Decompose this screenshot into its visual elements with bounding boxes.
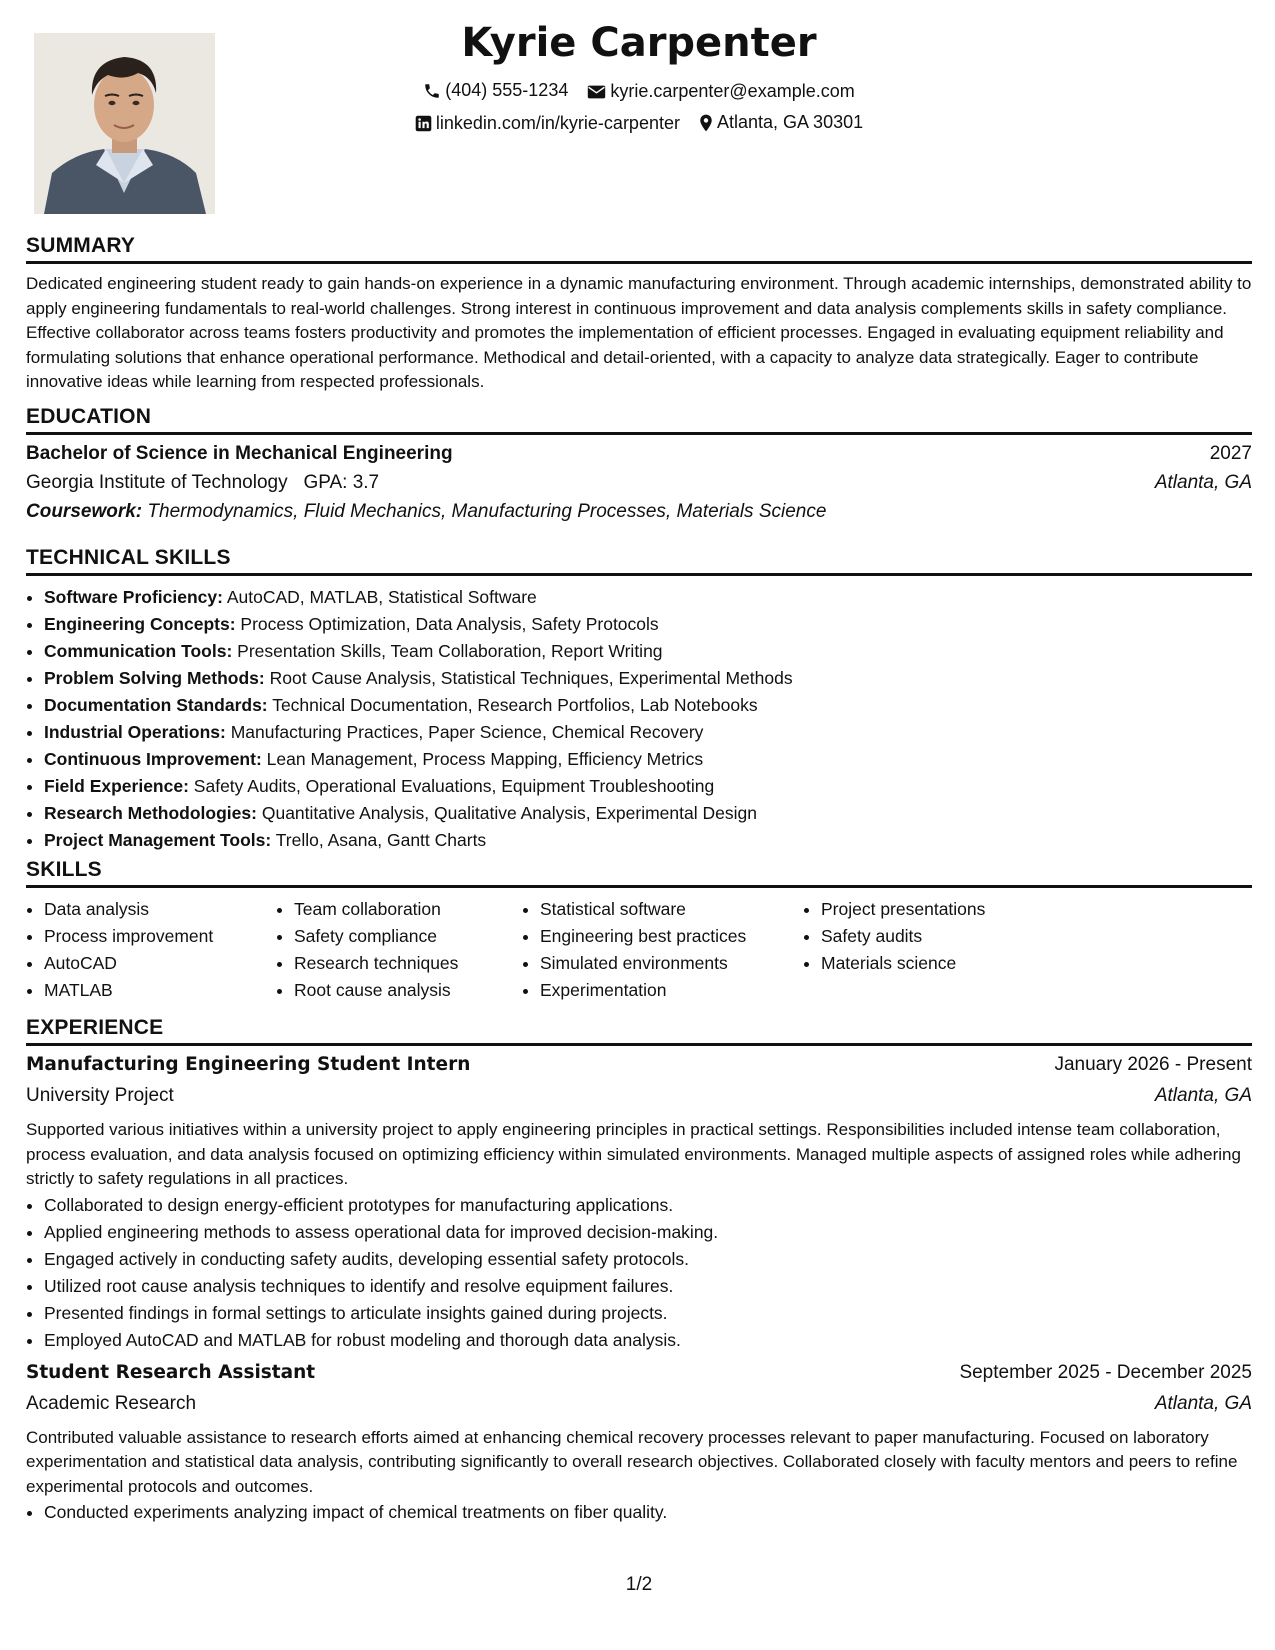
list-item [44,638,1252,665]
section-title: TECHNICAL SKILLS [26,546,1252,576]
linkedin-text[interactable]: linkedin.com/in/kyrie-carpenter [435,112,680,133]
list-item [44,800,1252,827]
job-org-row [26,1085,1252,1116]
list-item [44,746,1252,773]
skill-label: Engineering Concepts: [44,614,236,634]
list-item: • Presented findings in formal settings to articulate insights gained during projects. [44,1300,1252,1327]
education-section [26,405,1252,530]
job-entry [26,1054,1252,1354]
list-item: • Employed AutoCAD and MATLAB for robust modeling and thorough data analysis. [44,1327,1252,1354]
list-item [44,692,1252,719]
list-item: • Safety compliance [294,923,522,950]
skills-column-2 [276,896,522,1004]
job-bullets [26,1192,1252,1354]
list-item: • MATLAB [44,977,276,1004]
envelope-icon [587,84,606,100]
list-item [44,611,1252,638]
list-item: • Simulated environments [540,950,803,977]
list-item [44,827,1252,854]
job-location: Atlanta, GA [1154,1392,1252,1414]
skill-value: Process Optimization, Data Analysis, Safety Protocols [240,614,659,634]
gpa: GPA: 3.7 [303,472,380,493]
candidate-name: Kyrie Carpenter [461,20,817,66]
experience-section [26,1016,1252,1526]
skill-value: Lean Management, Process Mapping, Efficiency Metrics [266,749,704,769]
summary-section [26,234,1252,395]
linkedin-item[interactable] [415,113,680,134]
list-item: • AutoCAD [44,950,276,977]
job-org: Academic Research [26,1392,197,1414]
technical-skills-list [26,584,1252,854]
job-title: Manufacturing Engineering Student Intern [26,1054,471,1075]
skill-value: Root Cause Analysis, Statistical Techniques, Experimental Methods [269,668,793,688]
skill-value: Presentation Skills, Team Collaboration, Report Writing [237,641,663,661]
skill-value: Quantitative Analysis, Qualitative Analysis, Experimental Design [261,803,757,823]
job-dates: January 2026 - Present [1054,1054,1252,1075]
email-item[interactable] [587,81,854,102]
education-degree-row [26,443,1252,472]
list-item: • Conducted experiments analyzing impact of chemical treatments on fiber quality. [44,1499,1252,1526]
phone-icon [423,82,441,100]
list-item: • Collaborated to design energy-efficient prototypes for manufacturing applications. [44,1192,1252,1219]
job-title-row [26,1362,1252,1393]
graduation-year: 2027 [1209,443,1252,464]
skill-label: Project Management Tools: [44,830,272,850]
skills-column-4 [803,896,1081,1004]
list-item: • Data analysis [44,896,276,923]
contact-row-2 [26,112,1252,137]
job-bullets [26,1499,1252,1526]
summary-text: Dedicated engineering student ready to gain hands-on experience in a dynamic manufacturing environment. Through academic internships, demonstrated ability to apply engineering fundamentals to real-world challenges. Strong interest in continuous improvement and data analysis complements skills in safety compliance. Effective collaborator across teams fosters productivity and promotes the implementation of efficient processes. Engaged in evaluating equipment reliability and formulating solutions that enhance operational performance. Methodical and detail-oriented, with a capacity to analyze data strategically. Eager to contribute innovative ideas while learning from respected professionals. [26,274,1252,391]
section-title: EDUCATION [26,405,1252,435]
school-name: Georgia Institute of Technology [26,472,288,493]
skill-value: AutoCAD, MATLAB, Statistical Software [226,587,537,607]
list-item: • Applied engineering methods to assess operational data for improved decision-making. [44,1219,1252,1246]
coursework-list: Thermodynamics, Fluid Mechanics, Manufacturing Processes, Materials Science [147,501,827,522]
list-item: • Safety audits [821,923,1081,950]
list-item: • Project presentations [821,896,1081,923]
section-title: SKILLS [26,858,1252,888]
location-text: Atlanta, GA 30301 [717,112,864,132]
coursework-label: Coursework: [26,501,143,522]
email-text[interactable]: kyrie.carpenter@example.com [610,81,855,101]
coursework-line [26,501,1252,530]
skill-label: Software Proficiency: [44,587,223,607]
skill-label: Problem Solving Methods: [44,668,265,688]
contact-row-1 [26,80,1252,105]
section-title: EXPERIENCE [26,1016,1252,1046]
school-location: Atlanta, GA [1154,472,1252,493]
skill-value: Safety Audits, Operational Evaluations, Equipment Troubleshooting [193,776,715,796]
list-item: • Team collaboration [294,896,522,923]
list-item: • Root cause analysis [294,977,522,1004]
job-dates: September 2025 - December 2025 [959,1361,1252,1383]
job-title-row [26,1054,1252,1085]
education-school-row [26,472,1252,501]
job-description: Supported various initiatives within a university project to apply engineering principles in practical settings. Responsibilities included intense team collaboration, process evaluation, and data analysis focused on optimizing efficiency within simulated environments. Managed multiple aspects of assigned roles while adhering strictly to safety regulations in all practices. [26,1120,1241,1188]
skills-section [26,858,1252,1004]
linkedin-icon [415,115,432,132]
skills-grid [26,896,1252,1004]
job-title: Student Research Assistant [26,1361,316,1383]
list-item: • Engaged actively in conducting safety audits, developing essential safety protocols. [44,1246,1252,1273]
list-item [44,665,1252,692]
skills-column-1 [26,896,276,1004]
list-item: • Process improvement [44,923,276,950]
page-number: 1/2 [625,1574,653,1595]
phone-text: (404) 555-1234 [445,80,569,100]
job-description: Contributed valuable assistance to research efforts aimed at enhancing chemical recovery processes relevant to paper manufacturing. Focused on laboratory experimentation and statistical data analysis, contributing significantly to overall research objectives. Collaborated closely with faculty mentors and peers to refine experimental protocols and outcomes. [26,1427,1238,1496]
skill-value: Trello, Asana, Gantt Charts [275,830,487,850]
list-item: • Statistical software [540,896,803,923]
skills-column-3 [522,896,803,1004]
skill-label: Continuous Improvement: [44,749,262,769]
skill-label: Field Experience: [44,776,189,796]
skill-label: Documentation Standards: [44,695,268,715]
skill-value: Manufacturing Practices, Paper Science, Chemical Recovery [230,722,704,742]
list-item: • Research techniques [294,950,522,977]
job-location: Atlanta, GA [1154,1085,1252,1106]
list-item: • Engineering best practices [540,923,803,950]
skill-label: Industrial Operations: [44,722,226,742]
list-item [44,773,1252,800]
section-title: SUMMARY [26,234,1252,264]
skill-label: Research Methodologies: [44,803,257,823]
school-line [26,472,379,494]
phone-item [423,80,568,101]
skill-label: Communication Tools: [44,641,233,661]
job-org: University Project [26,1085,174,1106]
job-org-row [26,1393,1252,1424]
list-item [44,584,1252,611]
list-item: • Materials science [821,950,1081,977]
map-pin-icon [699,114,713,132]
technical-skills-section [26,546,1252,854]
degree-title: Bachelor of Science in Mechanical Engineering [26,443,453,464]
job-entry [26,1362,1252,1527]
list-item [44,719,1252,746]
skill-value: Technical Documentation, Research Portfolios, Lab Notebooks [272,695,758,715]
list-item: • Experimentation [540,977,803,1004]
location-item [699,112,863,133]
resume-page [26,0,1252,1650]
list-item: • Utilized root cause analysis techniques to identify and resolve equipment failures. [44,1273,1252,1300]
